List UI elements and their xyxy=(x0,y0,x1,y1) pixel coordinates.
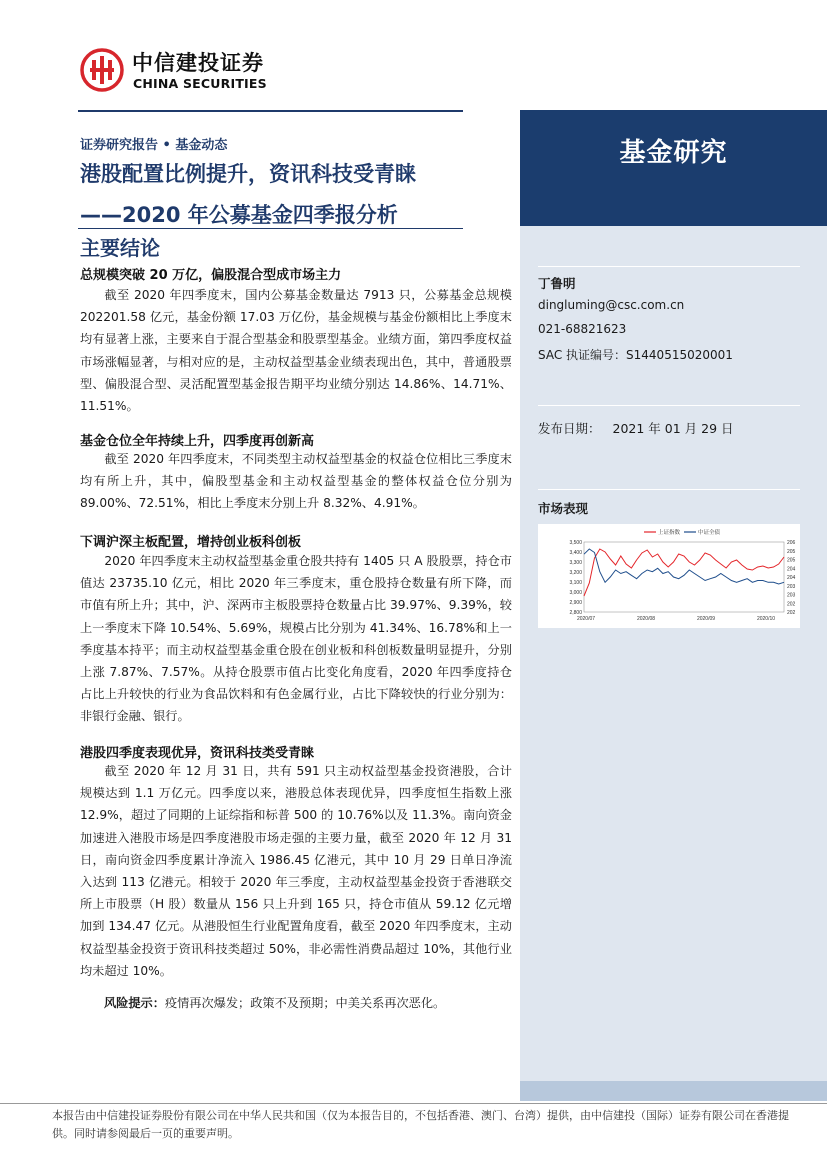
report-kicker: 证券研究报告 • 基金动态 xyxy=(80,138,228,153)
footer-divider xyxy=(0,1103,827,1104)
y-right-tick-label: 204 xyxy=(787,566,796,573)
finding-body-scale: 截至 2020 年四季度末，国内公募基金数量达 7913 只，公募基金总规模 202201.58 亿元，基金份额 17.03 万亿份，基金规模与基金份额相比上季度末均有显著上涨，主要来自于混合型基金和股票型基金。业绩方面，第四季度权益市场涨幅显著，与相对应的是，主动权益型基金业绩表现出色，其中，普通股票型、偏股混合型、灵活配置型基金报告期平均业绩分别达 14.86%、14.71%、11.51%。 xyxy=(80,288,512,414)
title-divider xyxy=(78,228,463,229)
finding-heading-scale: 总规模突破 20 万亿，偏股混合型成市场主力 xyxy=(80,268,342,283)
y-left-tick-label: 3,100 xyxy=(569,580,582,586)
finding-heading-hk: 港股四季度表现优异，资讯科技类受青睐 xyxy=(80,746,315,761)
x-tick-label: 2020/08 xyxy=(636,616,656,622)
y-left-tick-label: 3,000 xyxy=(569,590,582,596)
section-heading: 主要结论 xyxy=(80,236,160,260)
report-title: 港股配置比例提升，资讯科技受青睐 xyxy=(80,162,416,186)
y-left-tick-label: 3,500 xyxy=(569,540,582,546)
finding-heading-position: 基金仓位全年持续上升，四季度再创新高 xyxy=(80,434,315,449)
logo-text-cn: 中信建投证券 xyxy=(132,51,264,75)
footer-disclaimer: 本报告由中信建投证券股份有限公司在中华人民共和国（仅为本报告目的，不包括香港、澳门、台湾）提供，由中信建投（国际）证券有限公司在香港提供。同时请参阅最后一页的重要声明。 xyxy=(52,1109,789,1140)
sidebar-divider xyxy=(538,405,800,406)
x-tick-label: 2020/07 xyxy=(576,616,596,622)
logo-icon xyxy=(80,48,124,92)
publish-date: 2021 年 01 月 29 日 xyxy=(612,421,734,436)
publish-date-label: 发布日期： xyxy=(538,421,601,436)
sidebar-divider xyxy=(538,489,800,490)
y-right-tick-label: 203 xyxy=(787,592,796,599)
finding-heading-boards: 下调沪深主板配置，增持创业板科创板 xyxy=(80,535,302,550)
legend-label-shanghai: 上证指数 xyxy=(658,530,681,536)
y-left-tick-label: 3,200 xyxy=(569,570,582,576)
analyst-name: 丁鲁明 xyxy=(538,276,576,291)
finding-body-position: 截至 2020 年四季度末，不同类型主动权益型基金的权益仓位相比三季度末均有所上升，其中，偏股型基金和主动权益型基金的整体权益仓位分别为 89.00%、72.51%，相比上季度末分别上升 8.32%、4.91%。 xyxy=(80,452,512,511)
analyst-email[interactable]: dingluming@csc.com.cn xyxy=(538,298,685,312)
y-right-tick-label: 202 xyxy=(787,601,796,608)
y-right-tick-label: 204 xyxy=(787,575,796,581)
finding-body-hk: 截至 2020 年 12 月 31 日，共有 591 只主动权益型基金投资港股，合计规模达到 1.1 万亿元。四季度以来，港股总体表现优异，四季度恒生指数上涨 12.9%，超过了同期的上证综指和标普 500 的 10.76%以及 11.3%。南向资金加速进入港股市场是四季度港股市场走强的主要力量，截至 2020 年 12 月 31 日，南向资金四季度累计净流入 1986.45 亿港元，其中 10 月 29 日单日净流入达到 113 亿港元。相较于 2020 年三季度，主动权益型基金投资于香港联交所上市股票（H 股）数量从 156 只上升到 165 只，持仓市值从 59.12 亿元增加到 134.47 亿元。从港股恒生行业配置角度看，截至 2020 年四季度末，主动权益型基金投资于资讯科技类超过 50%，非必需性消费品超过 10%，其他行业均未超过 10%。 xyxy=(80,764,512,978)
risk-label: 风险提示： xyxy=(104,996,165,1010)
x-tick-label: 2020/09 xyxy=(696,616,716,622)
y-left-tick-label: 2,900 xyxy=(569,600,582,606)
header-divider xyxy=(78,110,463,112)
sidebar-banner xyxy=(520,110,827,226)
y-left-tick-label: 3,300 xyxy=(569,560,582,566)
x-tick-label: 2020/10 xyxy=(756,616,776,622)
y-right-tick-label: 206 xyxy=(787,540,796,546)
finding-body-boards: 2020 年四季度末主动权益型基金重仓股共持有 1405 只 A 股股票，持仓市值达 23735.10 亿元，相比 2020 年三季度末，重仓股持仓数量有所下降，而市值有所上升；其中，沪、深两市主板股票持仓数量占比 39.97%、9.39%，较上一季度末下降 10.54%、5.69%，规模占比分别为 41.34%、16.78%和上一季度基本持平；而主动权益型基金重仓股在创业板和科创板数量明显提升，分别上涨 7.87%、7.57%。从持仓股票市值占比变化角度看，2020 年四季度持仓占比上升较快的行业为食品饮料和有色金属行业，占比下降较快的行业分别为：非银行金融、银行。 xyxy=(80,554,512,724)
y-right-tick-label: 205 xyxy=(787,557,796,564)
analyst-phone: 021-68821623 xyxy=(538,322,627,336)
market-performance-title: 市场表现 xyxy=(538,501,589,516)
sidebar-divider xyxy=(538,266,800,267)
y-left-tick-label: 2,800 xyxy=(569,610,582,616)
y-right-tick-label: 205 xyxy=(787,548,796,555)
market-performance-chart xyxy=(538,524,800,628)
report-subtitle: ——2020 年公募基金四季报分析 xyxy=(80,203,398,227)
analyst-sac-id: SAC 执证编号：S1440515020001 xyxy=(538,348,733,362)
sidebar-footer-band xyxy=(520,1081,827,1101)
logo-text-en: CHINA SECURITIES xyxy=(133,76,267,91)
y-left-tick-label: 3,400 xyxy=(569,550,582,556)
sidebar-title: 基金研究 xyxy=(619,138,728,168)
y-right-tick-label: 203 xyxy=(787,583,796,590)
risk-warning xyxy=(104,994,445,1011)
y-right-tick-label: 202 xyxy=(787,610,796,616)
publish-date-row xyxy=(538,419,734,437)
legend-label-bond: 中证全债 xyxy=(698,530,721,536)
risk-text: 疫情再次爆发；政策不及预期；中美关系再次恶化。 xyxy=(164,996,446,1010)
